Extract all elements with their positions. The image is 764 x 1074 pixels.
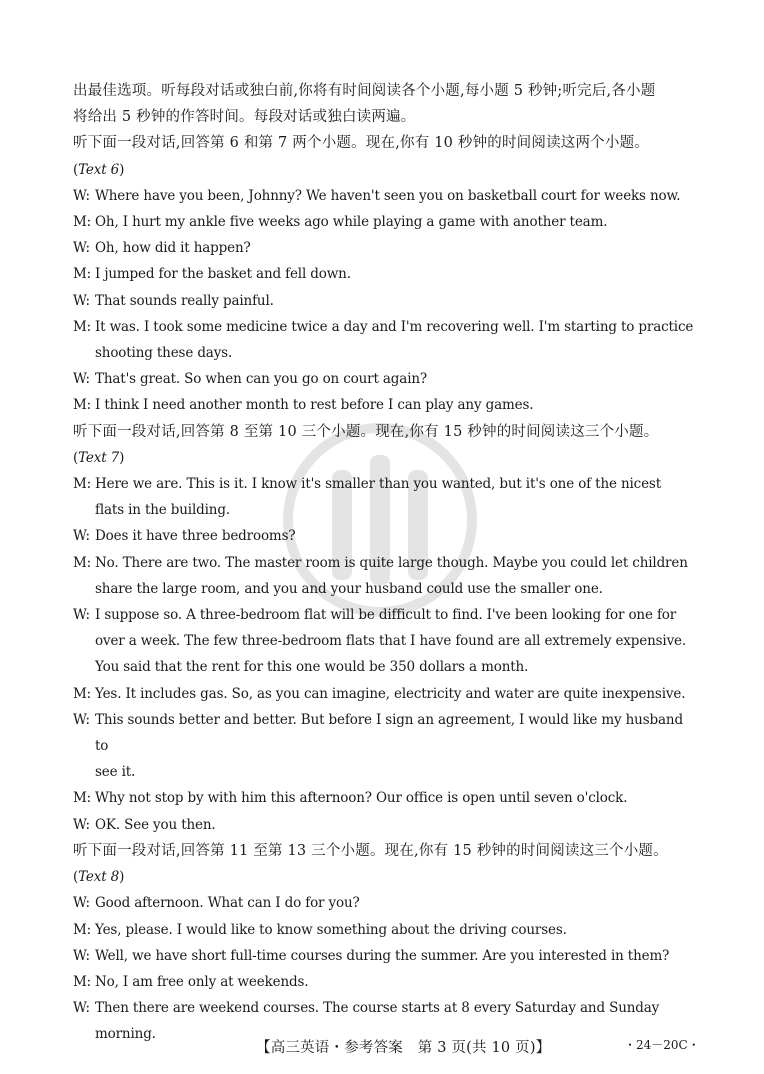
dialogue-text <box>95 209 697 235</box>
dialogue-text-line: It was. I took some medicine twice a day and I'm recovering well. I'm starting to practice <box>95 318 694 335</box>
dialogue-text <box>95 314 697 366</box>
dialogue-text-line: Yes, please. I would like to know something about the driving courses. <box>95 921 567 938</box>
page-content <box>73 78 697 1048</box>
speaker-label: M: <box>73 921 92 938</box>
speaker-label: W: <box>73 895 90 912</box>
dialogue-line <box>73 471 697 523</box>
dialogue-text-line: share the large room, and you and your husband could use the smaller one. <box>95 580 603 597</box>
speaker-label: W: <box>73 240 90 257</box>
dialogue-text-line: Then there are weekend courses. The course starts at 8 every Saturday and Sunday morning. <box>95 1000 660 1043</box>
text-label: (Text 8) <box>73 869 125 886</box>
dialogue-text-line: over a week. The few three-bedroom flats that I have found are all extremely expensive. <box>95 633 687 650</box>
speaker-label: W: <box>73 947 90 964</box>
speaker-label: M: <box>73 397 92 414</box>
dialogue-text <box>95 812 697 838</box>
dialogue-text-line: Good afternoon. What can I do for you? <box>95 895 360 912</box>
dialogue-line <box>73 707 697 786</box>
intro-line: 将给出 5 秒钟的作答时间。每段对话或独白读两遍。 <box>73 109 416 126</box>
dialogue-text-line: flats in the building. <box>95 502 230 519</box>
dialogue-line <box>73 943 697 969</box>
dialogue-line <box>73 785 697 811</box>
dialogue-line <box>73 314 697 366</box>
dialogue-text <box>95 392 697 418</box>
dialogue-text-6 <box>73 183 697 419</box>
dialogue-text-line: Where have you been, Johnny? We haven't seen you on basketball court for weeks now. <box>95 187 681 204</box>
dialogue-text <box>95 288 697 314</box>
speaker-label: W: <box>73 816 90 833</box>
dialogue-line <box>73 288 697 314</box>
dialogue-text <box>95 707 697 786</box>
speaker-label: M: <box>73 973 92 990</box>
dialogue-text <box>95 890 697 916</box>
dialogue-text-line: shooting these days. <box>95 345 233 362</box>
dialogue-text-8 <box>73 890 697 1047</box>
dialogue-line <box>73 890 697 916</box>
speaker-label: W: <box>73 711 90 728</box>
text-label: (Text 7) <box>73 449 125 466</box>
dialogue-text <box>95 969 697 995</box>
dialogue-line <box>73 392 697 418</box>
dialogue-text-line: I suppose so. A three-bedroom flat will be difficult to find. I've been looking for one for <box>95 607 677 624</box>
dialogue-line <box>73 235 697 261</box>
dialogue-line <box>73 183 697 209</box>
dialogue-text-7 <box>73 471 697 838</box>
dialogue-line <box>73 602 697 681</box>
dialogue-text-line: No, I am free only at weekends. <box>95 973 309 990</box>
speaker-label: M: <box>73 554 92 571</box>
speaker-label: M: <box>73 266 92 283</box>
section-instruction: 听下面一段对话,回答第 6 和第 7 两个小题。现在,你有 10 秒钟的时间阅读这两个小题。 <box>73 135 649 152</box>
dialogue-text-line: You said that the rent for this one would be 350 dollars a month. <box>95 659 529 676</box>
dialogue-text-line: Does it have three bedrooms? <box>95 528 296 545</box>
dialogue-text <box>95 550 697 602</box>
speaker-label: M: <box>73 476 92 493</box>
intro-line: 出最佳选项。听每段对话或独白前,你将有时间阅读各个小题,每小题 5 秒钟;听完后,各小题 <box>73 83 656 99</box>
text-label: (Text 6) <box>73 161 125 178</box>
dialogue-text-line: Yes. It includes gas. So, as you can imagine, electricity and water are quite inexpensive. <box>95 685 686 702</box>
dialogue-text-line: Why not stop by with him this afternoon? Our office is open until seven o'clock. <box>95 790 628 807</box>
dialogue-text <box>95 261 697 287</box>
dialogue-text <box>95 681 697 707</box>
dialogue-line <box>73 969 697 995</box>
speaker-label: M: <box>73 790 92 807</box>
speaker-label: W: <box>73 292 90 309</box>
dialogue-text <box>95 366 697 392</box>
speaker-label: W: <box>73 528 90 545</box>
dialogue-text-line: No. There are two. The master room is quite large though. Maybe you could let children <box>95 554 688 571</box>
dialogue-text-line: I think I need another month to rest before I can play any games. <box>95 397 534 414</box>
dialogue-line <box>73 523 697 549</box>
dialogue-text-line: see it. <box>95 764 136 781</box>
dialogue-text <box>95 523 697 549</box>
speaker-label: W: <box>73 187 90 204</box>
dialogue-text-line: Oh, how did it happen? <box>95 240 251 257</box>
dialogue-text-line: I jumped for the basket and fell down. <box>95 266 351 283</box>
dialogue-text <box>95 943 697 969</box>
dialogue-text-line: OK. See you then. <box>95 816 216 833</box>
dialogue-line <box>73 917 697 943</box>
dialogue-text <box>95 235 697 261</box>
dialogue-text-line: Well, we have short full-time courses during the summer. Are you interested in them? <box>95 947 670 964</box>
footer-code: ・24－20C・ <box>624 1038 700 1052</box>
speaker-label: W: <box>73 1000 90 1017</box>
section-instruction: 听下面一段对话,回答第 11 至第 13 三个小题。现在,你有 15 秒钟的时间阅读这三个小题。 <box>73 842 668 859</box>
page-footer <box>0 1036 764 1056</box>
dialogue-line <box>73 681 697 707</box>
dialogue-text-line: Oh, I hurt my ankle five weeks ago while playing a game with another team. <box>95 214 608 231</box>
speaker-label: M: <box>73 685 92 702</box>
section-instruction: 听下面一段对话,回答第 8 至第 10 三个小题。现在,你有 15 秒钟的时间阅读这三个小题。 <box>73 423 659 440</box>
dialogue-line <box>73 261 697 287</box>
footer-page-info: 【高三英语・参考答案 第 3 页(共 10 页)】 <box>256 1040 551 1056</box>
dialogue-text <box>95 917 697 943</box>
dialogue-text <box>95 183 697 209</box>
dialogue-text-line: That sounds really painful. <box>95 292 274 309</box>
dialogue-line <box>73 812 697 838</box>
dialogue-text-line: Here we are. This is it. I know it's smaller than you wanted, but it's one of the nicest <box>95 476 661 493</box>
dialogue-text-line: This sounds better and better. But before I sign an agreement, I would like my husband to <box>95 711 683 755</box>
speaker-label: M: <box>73 214 92 231</box>
dialogue-line <box>73 209 697 235</box>
speaker-label: M: <box>73 318 92 335</box>
dialogue-text <box>95 785 697 811</box>
dialogue-text <box>95 602 697 681</box>
dialogue-line <box>73 550 697 602</box>
dialogue-text <box>95 471 697 523</box>
dialogue-line <box>73 366 697 392</box>
speaker-label: W: <box>73 371 90 388</box>
dialogue-text-line: That's great. So when can you go on court again? <box>95 371 427 388</box>
speaker-label: W: <box>73 607 90 624</box>
